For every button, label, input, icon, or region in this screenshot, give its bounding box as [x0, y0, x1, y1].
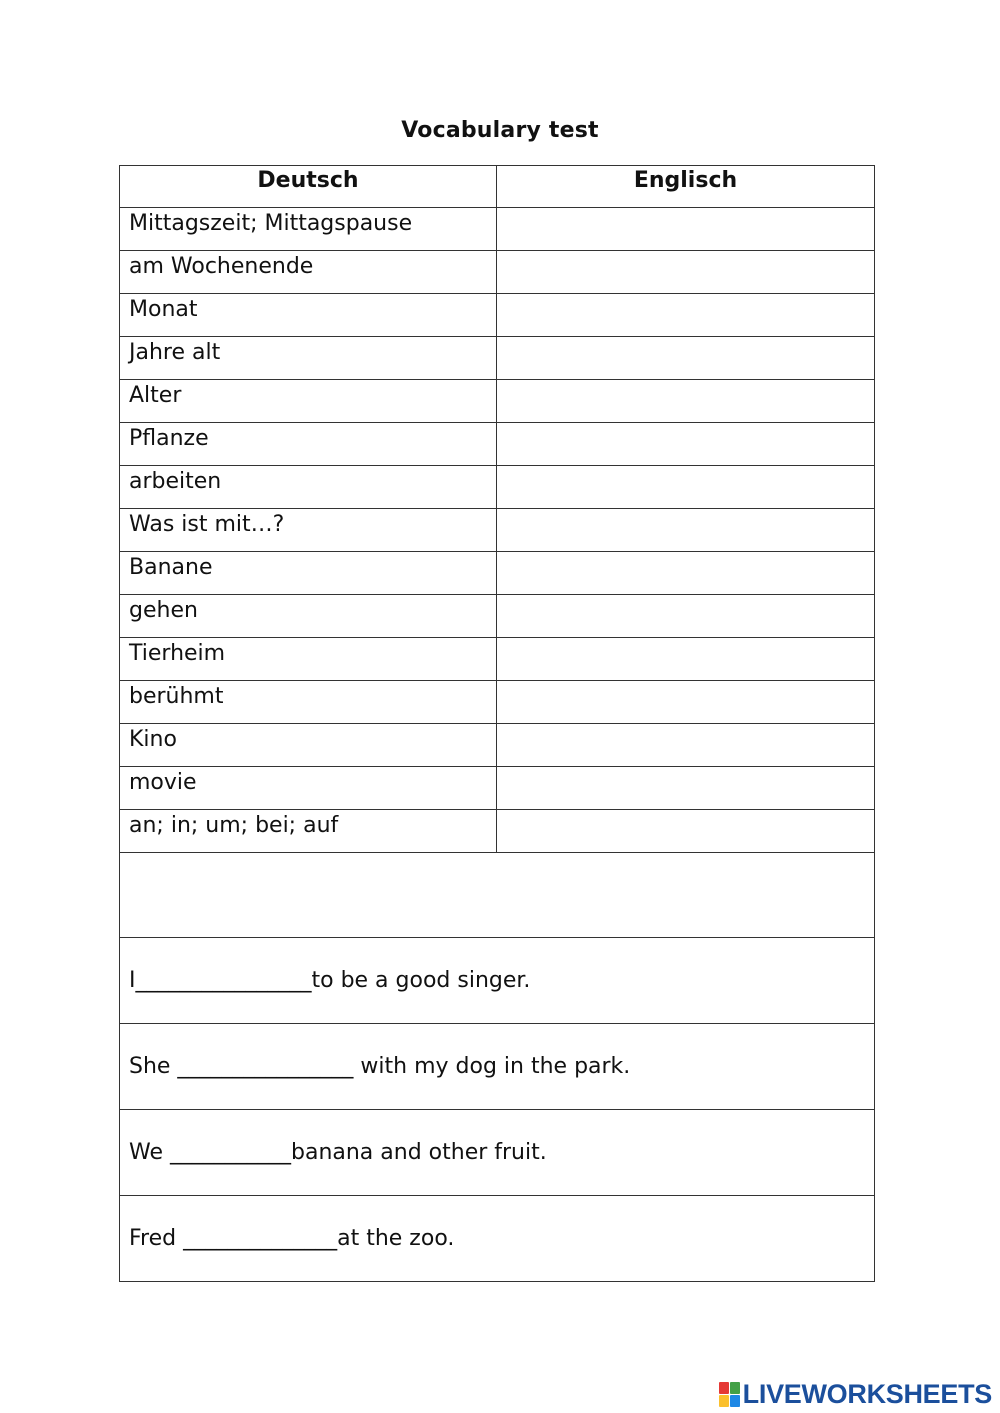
german-word-cell: Alter — [120, 380, 497, 423]
table-row — [120, 681, 875, 724]
logo-square-blue — [730, 1395, 740, 1407]
english-answer-cell[interactable] — [497, 595, 875, 638]
english-answer-cell[interactable] — [497, 767, 875, 810]
english-answer-cell[interactable] — [497, 509, 875, 552]
table-row — [120, 767, 875, 810]
german-word-cell: Monat — [120, 294, 497, 337]
german-word-cell: Banane — [120, 552, 497, 595]
english-answer-cell[interactable] — [497, 681, 875, 724]
english-answer-cell[interactable] — [497, 810, 875, 853]
english-answer-cell[interactable] — [497, 552, 875, 595]
table-row — [120, 552, 875, 595]
table-header-row — [120, 166, 875, 208]
table-row — [120, 810, 875, 853]
table-row — [120, 208, 875, 251]
fill-in-sentence[interactable]: She ________________ with my dog in the park. — [120, 1024, 875, 1110]
german-word-cell: am Wochenende — [120, 251, 497, 294]
table-row — [120, 509, 875, 552]
sentence-row — [120, 1110, 875, 1196]
logo-square-yellow — [719, 1395, 729, 1407]
fill-in-sentence[interactable]: We ___________banana and other fruit. — [120, 1110, 875, 1196]
english-answer-cell[interactable] — [497, 380, 875, 423]
german-word-cell: Mittagszeit; Mittagspause — [120, 208, 497, 251]
english-answer-cell[interactable] — [497, 466, 875, 509]
sentence-row — [120, 1024, 875, 1110]
table-row — [120, 423, 875, 466]
column-header-deutsch: Deutsch — [120, 166, 497, 208]
german-word-cell: gehen — [120, 595, 497, 638]
german-word-cell: Tierheim — [120, 638, 497, 681]
logo-text: LIVEWORKSHEETS — [742, 1378, 992, 1409]
german-word-cell: Kino — [120, 724, 497, 767]
table-row — [120, 380, 875, 423]
german-word-cell: arbeiten — [120, 466, 497, 509]
empty-cell — [120, 853, 875, 938]
english-answer-cell[interactable] — [497, 208, 875, 251]
table-row — [120, 638, 875, 681]
fill-in-sentence[interactable]: Fred ______________at the zoo. — [120, 1196, 875, 1282]
logo-square-red — [719, 1382, 729, 1394]
german-word-cell: Pflanze — [120, 423, 497, 466]
english-answer-cell[interactable] — [497, 337, 875, 380]
table-row — [120, 595, 875, 638]
german-word-cell: Jahre alt — [120, 337, 497, 380]
logo-mark-icon — [719, 1382, 740, 1407]
table-row — [120, 466, 875, 509]
english-answer-cell[interactable] — [497, 638, 875, 681]
german-word-cell: an; in; um; bei; auf — [120, 810, 497, 853]
spacer-row — [120, 853, 875, 938]
vocabulary-table — [119, 165, 875, 1282]
english-answer-cell[interactable] — [497, 423, 875, 466]
sentence-row — [120, 938, 875, 1024]
english-answer-cell[interactable] — [497, 251, 875, 294]
table-row — [120, 724, 875, 767]
table-row — [120, 337, 875, 380]
english-answer-cell[interactable] — [497, 294, 875, 337]
liveworksheets-logo — [719, 1379, 992, 1409]
page-title: Vocabulary test — [401, 118, 599, 143]
sentence-row — [120, 1196, 875, 1282]
german-word-cell: Was ist mit…? — [120, 509, 497, 552]
table-row — [120, 294, 875, 337]
logo-square-green — [730, 1382, 740, 1394]
column-header-englisch: Englisch — [497, 166, 875, 208]
german-word-cell: berühmt — [120, 681, 497, 724]
table-row — [120, 251, 875, 294]
english-answer-cell[interactable] — [497, 724, 875, 767]
german-word-cell: movie — [120, 767, 497, 810]
fill-in-sentence[interactable]: I________________to be a good singer. — [120, 938, 875, 1024]
